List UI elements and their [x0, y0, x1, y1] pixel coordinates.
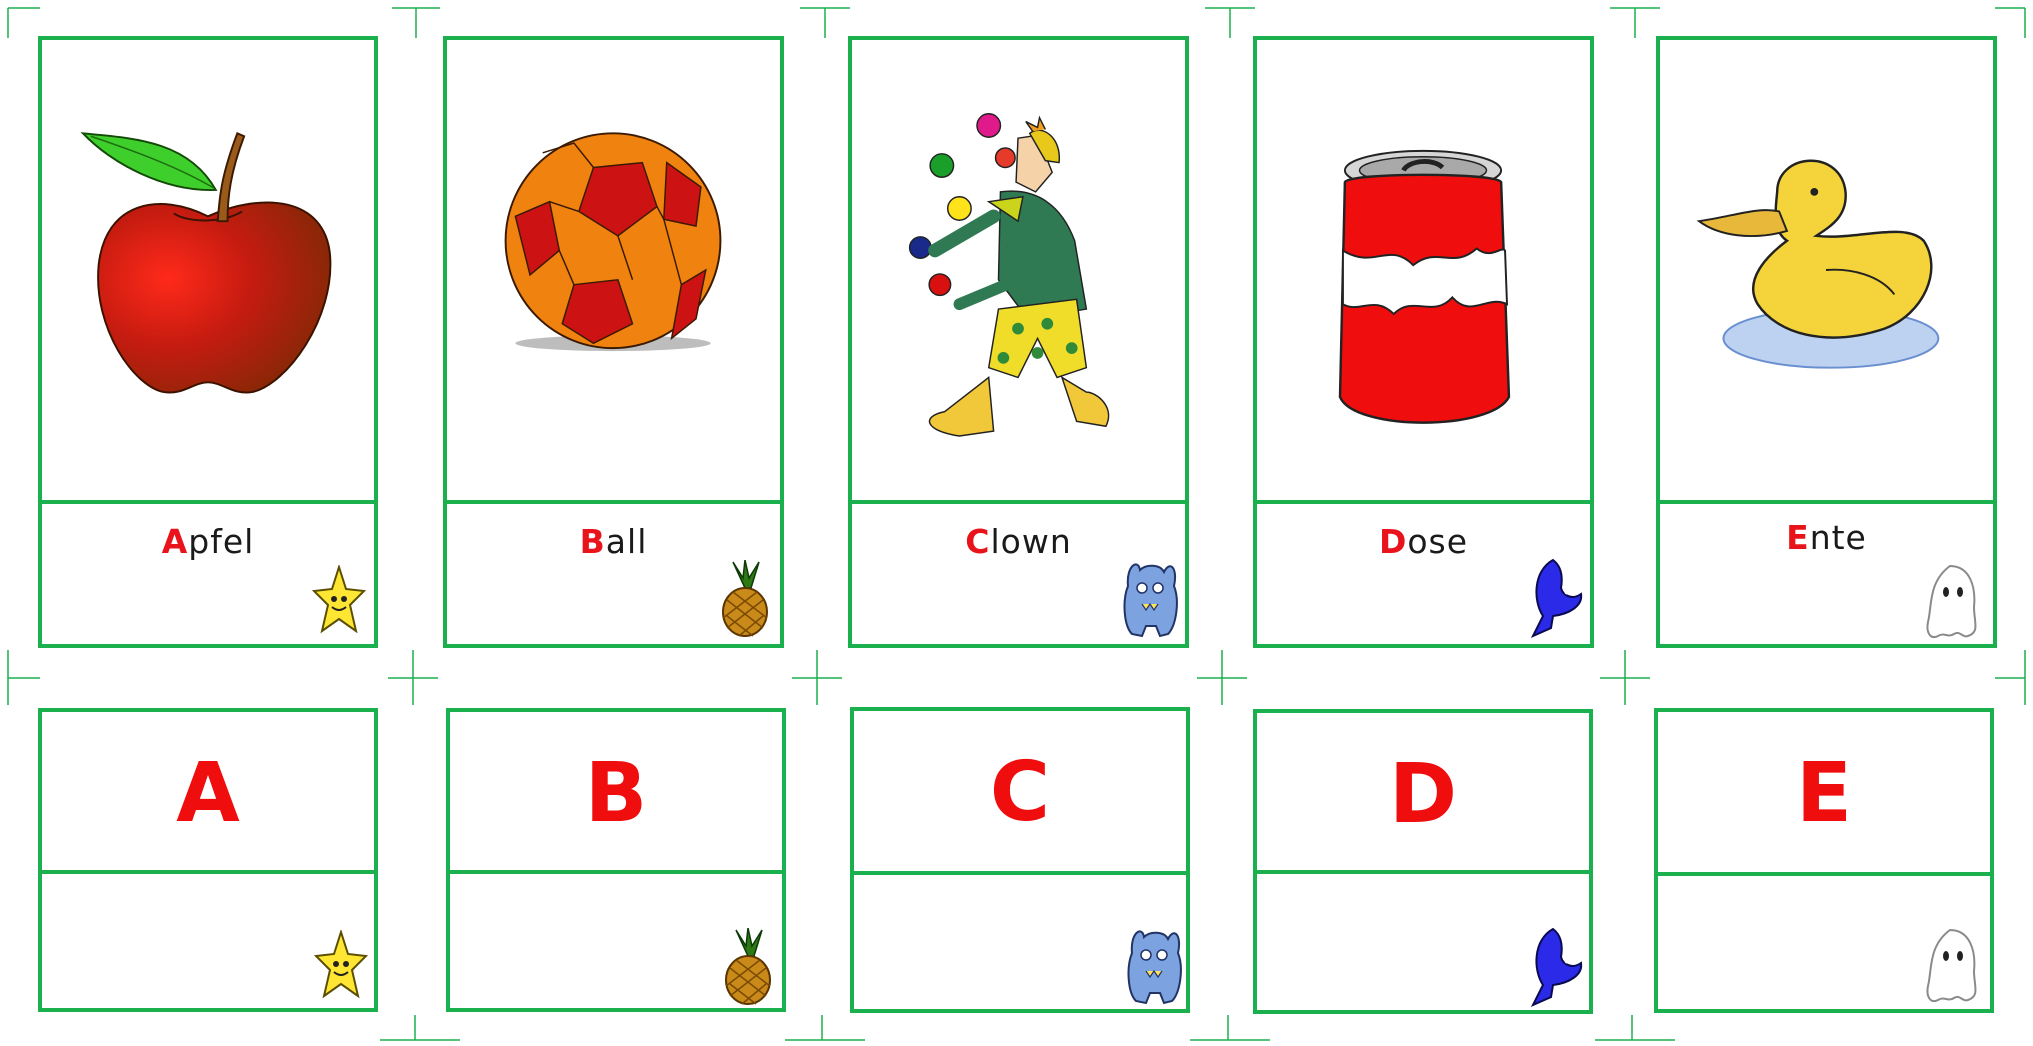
- word-rest: all: [605, 522, 648, 561]
- card-divider: [450, 870, 782, 874]
- word-first-letter: D: [1378, 522, 1408, 561]
- card-letter: A: [176, 746, 240, 841]
- card-word: [1660, 518, 1993, 557]
- dolphin-icon: [1523, 556, 1587, 640]
- letter-card-d: [1253, 709, 1593, 1014]
- word-rest: ose: [1407, 522, 1469, 561]
- card-divider: [447, 500, 780, 504]
- card-divider: [852, 500, 1185, 504]
- letter-card-b: [446, 708, 786, 1012]
- card-letter: D: [1388, 747, 1458, 842]
- word-rest: pfel: [188, 522, 255, 561]
- letter-card-c: [850, 707, 1190, 1013]
- soda-can-illustration: [1257, 40, 1590, 502]
- card-word: [42, 522, 374, 561]
- card-divider: [1257, 500, 1590, 504]
- picture-card-duck: [1656, 36, 1997, 648]
- card-letter: E: [1795, 746, 1852, 841]
- pineapple-icon: [713, 560, 777, 638]
- card-divider: [1658, 872, 1990, 876]
- card-letter: B: [584, 746, 648, 841]
- card-divider: [1257, 870, 1589, 874]
- word-rest: lown: [990, 522, 1072, 561]
- duck-illustration: [1660, 40, 1993, 502]
- clown-juggler-illustration: [852, 40, 1185, 502]
- card-divider: [42, 870, 374, 874]
- letter-card-a: [38, 708, 378, 1012]
- card-word: [447, 522, 780, 561]
- star-icon: [312, 565, 366, 635]
- card-letter: C: [989, 745, 1051, 840]
- picture-card-can: [1253, 36, 1594, 648]
- picture-card-apple: [38, 36, 378, 648]
- ghost-icon: [1920, 926, 1982, 1004]
- word-first-letter: B: [579, 522, 606, 561]
- picture-card-ball: [443, 36, 784, 648]
- pineapple-icon: [716, 928, 780, 1006]
- monster-icon: [1120, 556, 1182, 638]
- word-first-letter: A: [161, 522, 189, 561]
- card-divider: [42, 500, 374, 504]
- word-first-letter: E: [1786, 518, 1810, 557]
- word-rest: nte: [1809, 518, 1867, 557]
- ghost-icon: [1920, 562, 1982, 640]
- apple-illustration: [42, 40, 374, 502]
- star-icon: [314, 930, 368, 1000]
- card-divider: [854, 871, 1186, 875]
- word-first-letter: C: [965, 522, 991, 561]
- dolphin-icon: [1523, 925, 1587, 1009]
- card-divider: [1660, 500, 1993, 504]
- monster-icon: [1124, 923, 1186, 1005]
- letter-card-e: [1654, 708, 1994, 1013]
- picture-card-clown: [848, 36, 1189, 648]
- soccer-ball-illustration: [447, 40, 780, 502]
